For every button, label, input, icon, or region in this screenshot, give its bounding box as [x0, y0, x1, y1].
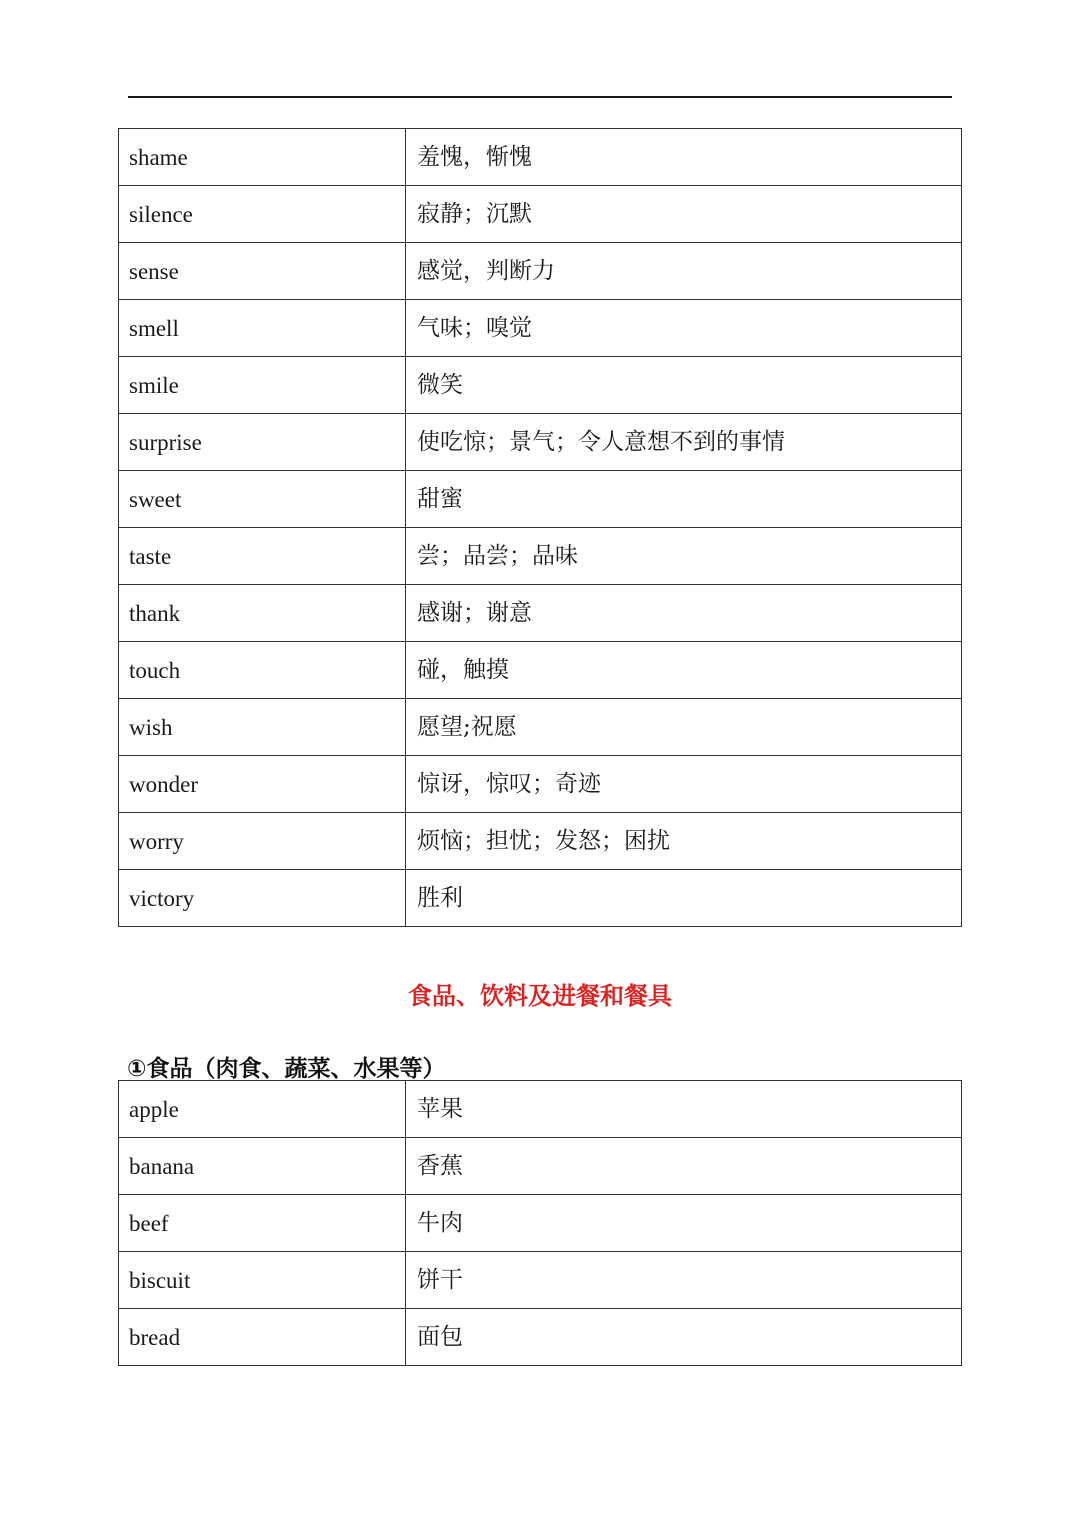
table-row — [119, 243, 962, 300]
word-cell: shame — [119, 129, 406, 186]
vocabulary-table-body — [119, 129, 962, 927]
table-row — [119, 813, 962, 870]
meaning-cell: 甜蜜 — [406, 471, 962, 528]
meaning-cell: 香蕉 — [406, 1138, 962, 1195]
meaning-cell: 胜利 — [406, 870, 962, 927]
table-row — [119, 471, 962, 528]
meaning-cell: 气味；嗅觉 — [406, 300, 962, 357]
meaning-cell: 惊讶，惊叹；奇迹 — [406, 756, 962, 813]
table-row — [119, 1252, 962, 1309]
word-cell: apple — [119, 1081, 406, 1138]
meaning-cell: 使吃惊；景气；令人意想不到的事情 — [406, 414, 962, 471]
meaning-cell: 微笑 — [406, 357, 962, 414]
meaning-cell: 烦恼；担忧；发怒；困扰 — [406, 813, 962, 870]
word-cell: smile — [119, 357, 406, 414]
word-cell: wonder — [119, 756, 406, 813]
subsection-title: ①食品（肉食、蔬菜、水果等） — [127, 1056, 446, 1082]
word-cell: touch — [119, 642, 406, 699]
table-row — [119, 357, 962, 414]
table-row — [119, 414, 962, 471]
table-row — [119, 300, 962, 357]
word-cell: biscuit — [119, 1252, 406, 1309]
meaning-cell: 羞愧，惭愧 — [406, 129, 962, 186]
meaning-cell: 尝；品尝；品味 — [406, 528, 962, 585]
word-cell: sweet — [119, 471, 406, 528]
word-cell: surprise — [119, 414, 406, 471]
word-cell: sense — [119, 243, 406, 300]
table-row — [119, 699, 962, 756]
vocabulary-table-food — [118, 1080, 962, 1366]
table-row — [119, 585, 962, 642]
meaning-cell: 碰，触摸 — [406, 642, 962, 699]
word-cell: smell — [119, 300, 406, 357]
meaning-cell: 感谢；谢意 — [406, 585, 962, 642]
table-row — [119, 129, 962, 186]
word-cell: bread — [119, 1309, 406, 1366]
table-row — [119, 642, 962, 699]
header-rule — [128, 96, 952, 98]
table-row — [119, 528, 962, 585]
word-cell: beef — [119, 1195, 406, 1252]
table-row — [119, 186, 962, 243]
meaning-cell: 面包 — [406, 1309, 962, 1366]
table-row — [119, 1138, 962, 1195]
word-cell: thank — [119, 585, 406, 642]
meaning-cell: 愿望;祝愿 — [406, 699, 962, 756]
word-cell: silence — [119, 186, 406, 243]
word-cell: taste — [119, 528, 406, 585]
table-row — [119, 1195, 962, 1252]
table-row — [119, 1081, 962, 1138]
table-row — [119, 756, 962, 813]
vocabulary-table-emotions — [118, 128, 962, 927]
table-row — [119, 870, 962, 927]
word-cell: wish — [119, 699, 406, 756]
meaning-cell: 饼干 — [406, 1252, 962, 1309]
word-cell: banana — [119, 1138, 406, 1195]
meaning-cell: 苹果 — [406, 1081, 962, 1138]
meaning-cell: 感觉，判断力 — [406, 243, 962, 300]
meaning-cell: 寂静；沉默 — [406, 186, 962, 243]
word-cell: worry — [119, 813, 406, 870]
vocabulary-table-body — [119, 1081, 962, 1366]
section-title: 食品、饮料及进餐和餐具 — [408, 982, 672, 1010]
meaning-cell: 牛肉 — [406, 1195, 962, 1252]
word-cell: victory — [119, 870, 406, 927]
table-row — [119, 1309, 962, 1366]
